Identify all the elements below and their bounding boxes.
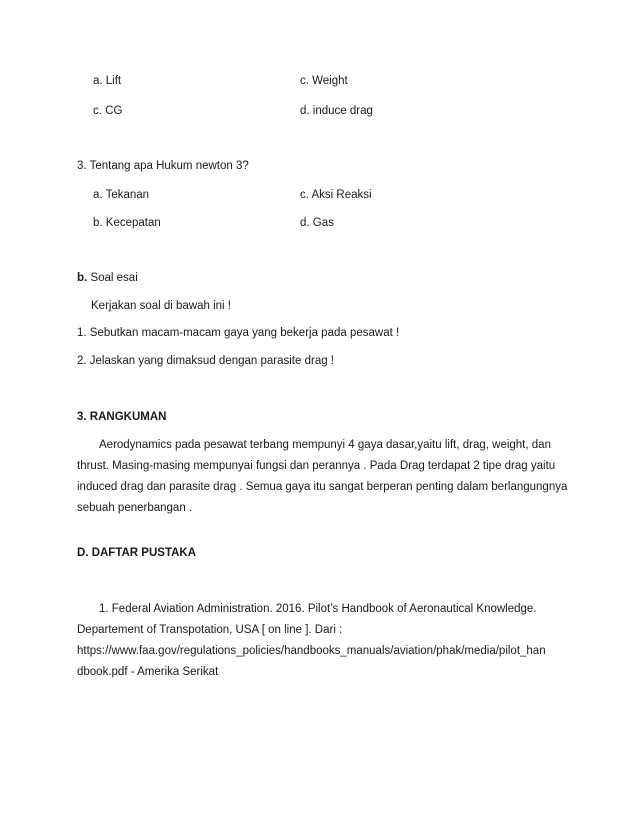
essay-instruction: Kerjakan soal di bawah ini ! [91,300,231,312]
summary-line-1: Aerodynamics pada pesawat terbang mempunyi 4 gaya dasar,yaitu lift, drag, weight, dan [99,439,551,451]
summary-line-2: thrust. Masing-masing mempunyai fungsi dan perannya . Pada Drag terdapat 2 tipe drag yaitu [77,460,556,472]
option-b-kecepatan: b. Kecepatan [93,217,161,229]
essay-question-1: 1. Sebutkan macam-macam gaya yang bekerja pada pesawat ! [77,327,400,339]
summary-line-4: sebuah penerbangan . [77,502,193,514]
essay-question-2: 2. Jelaskan yang dimaksud dengan parasite drag ! [77,355,334,367]
option-c-cg: c. CG [93,105,123,117]
references-heading: D. DAFTAR PUSTAKA [77,547,197,559]
essay-title: Soal esai [90,272,138,284]
summary-line-3: induced drag dan parasite drag . Semua gaya itu sangat berperan penting dalam berlangungnya [77,481,568,493]
reference-url-link[interactable]: https://www.faa.gov/regulations_policies/handbooks_manuals/aviation/phak/media/pilot_han [77,645,546,657]
option-a-lift: a. Lift [93,75,122,87]
option-a-tekanan: a. Tekanan [93,189,150,201]
option-c-weight: c. Weight [300,75,348,87]
option-d-induce-drag: d. induce drag [300,105,373,117]
essay-label: b. [77,272,88,284]
essay-heading [77,272,138,284]
option-c-aksi-reaksi: c. Aksi Reaksi [300,189,372,201]
question-3: 3. Tentang apa Hukum newton 3? [77,160,249,172]
reference-line-4: dbook.pdf - Amerika Serikat [77,666,219,678]
summary-heading: 3. RANGKUMAN [77,411,167,423]
reference-line-1: 1. Federal Aviation Administration. 2016. Pilot’s Handbook of Aeronautical Knowledge. [99,603,537,615]
option-d-gas: d. Gas [300,217,334,229]
reference-line-2: Departement of Transpotation, USA [ on line ]. Dari : [77,624,343,636]
